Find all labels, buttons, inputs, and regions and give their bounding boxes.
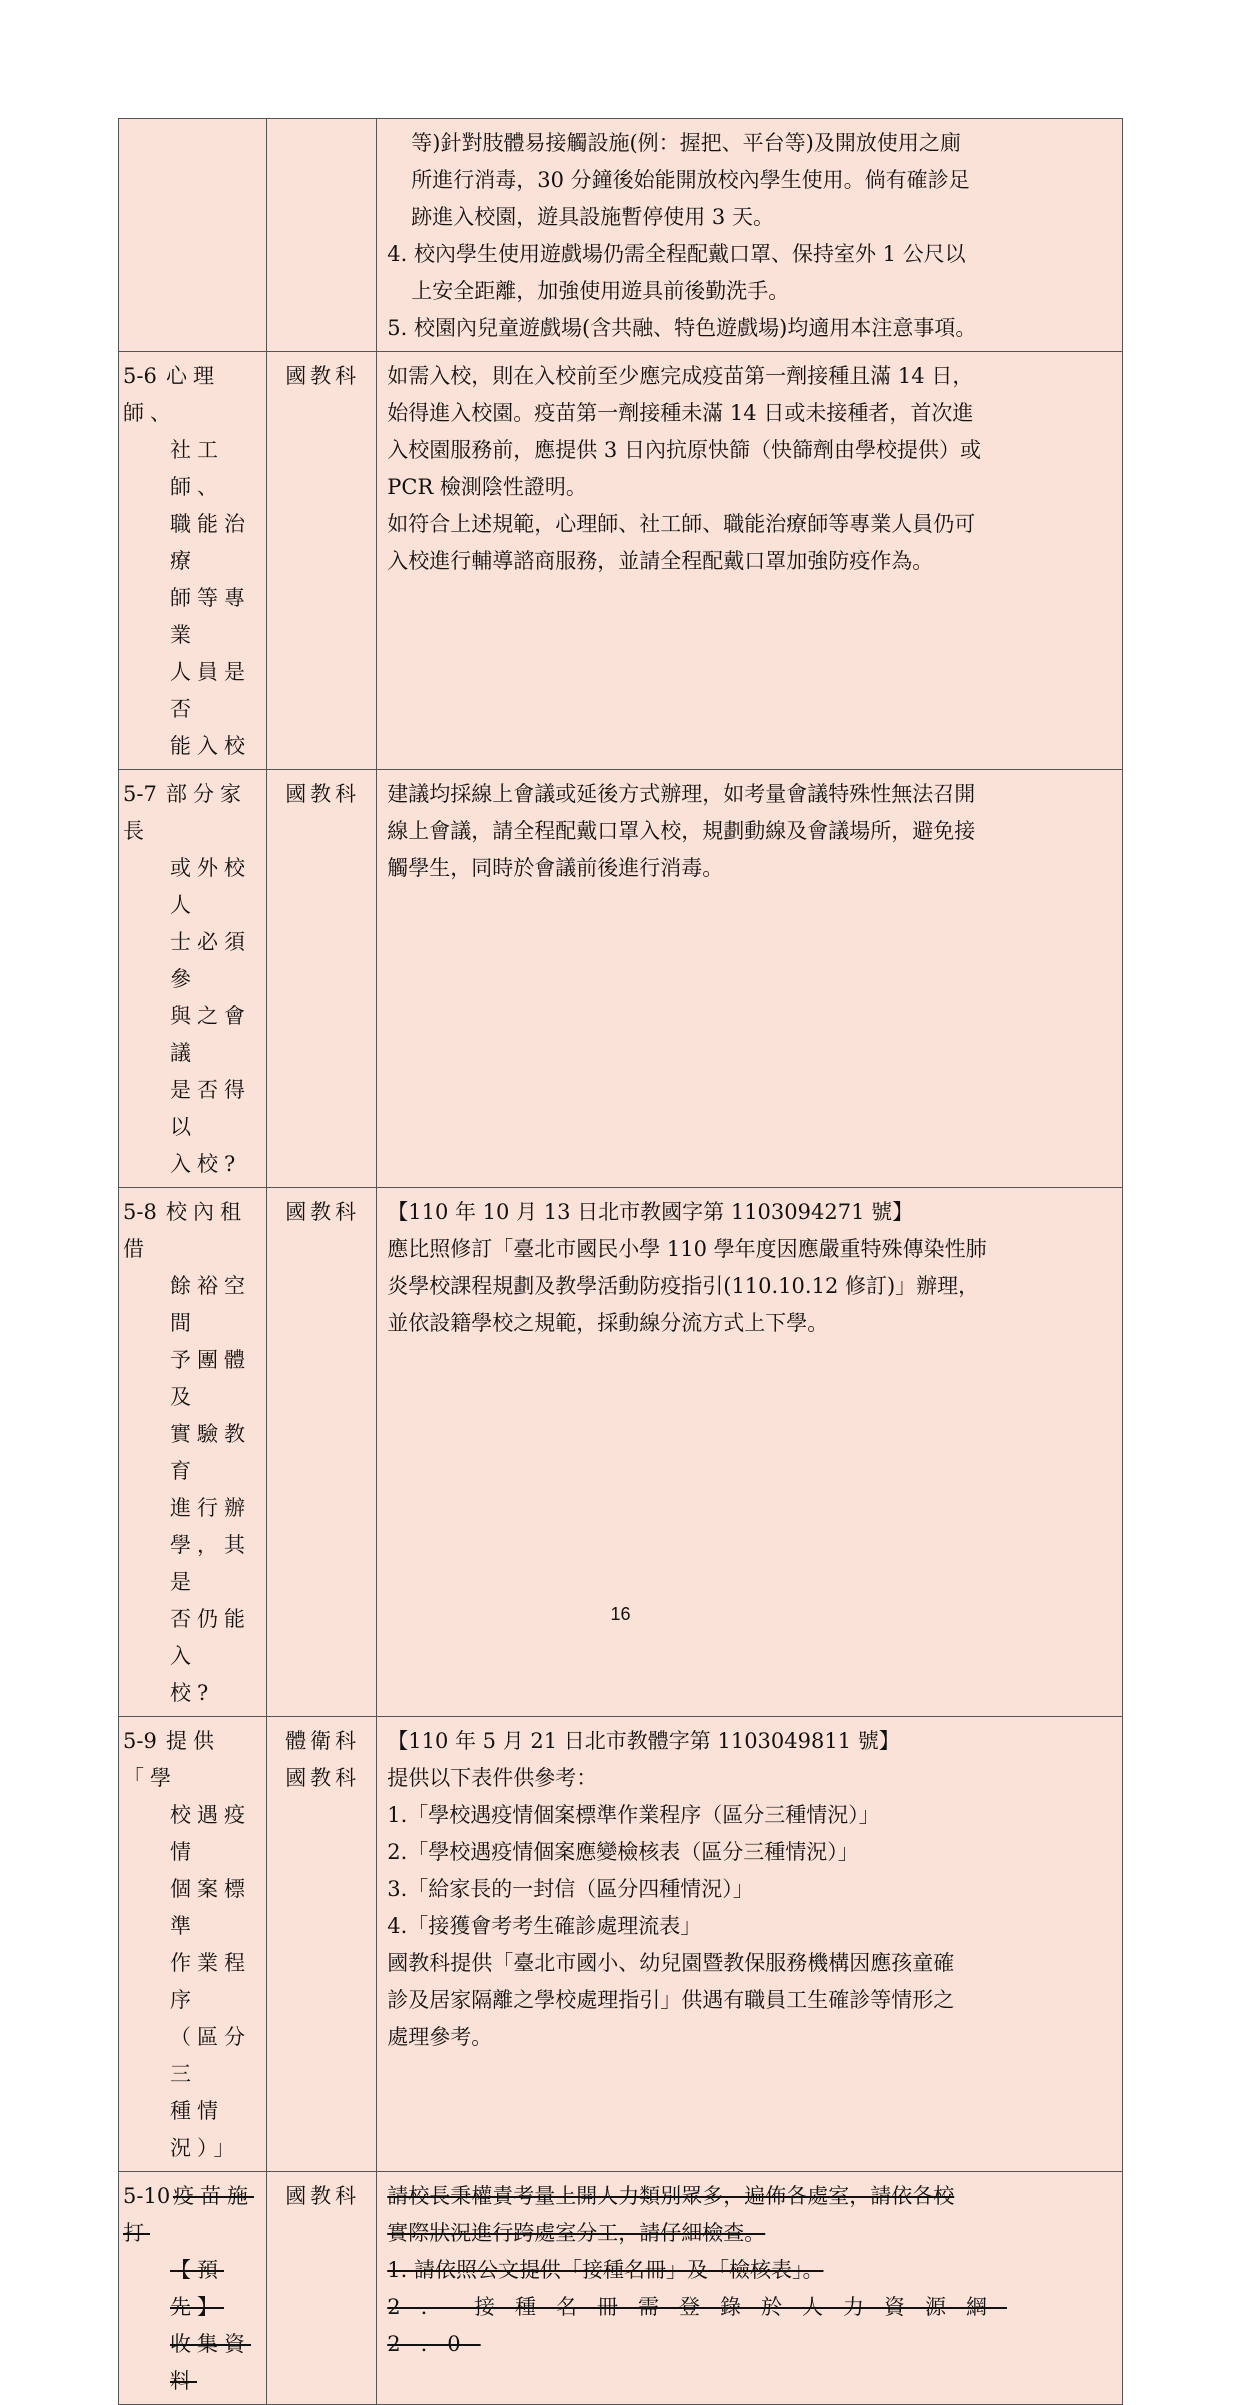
question-cell bbox=[119, 352, 267, 770]
answer-cell bbox=[377, 770, 1123, 1188]
question-text: 種情 bbox=[170, 2099, 224, 2123]
item-number: 5-7 bbox=[123, 782, 157, 806]
question-text: 士必須參 bbox=[170, 930, 251, 991]
question-line bbox=[123, 1871, 258, 1945]
question-text: 職能治療 bbox=[170, 512, 251, 573]
page-number: 16 bbox=[610, 1604, 631, 1624]
department-label: 國教科 bbox=[285, 782, 361, 806]
answer-line: 始得進入校園。疫苗第一劑接種未滿 14 日或未接種者，首次進 bbox=[387, 401, 974, 425]
answer-line: 【110 年 5 月 21 日北市教體字第 1103049811 號】 bbox=[387, 1729, 900, 1753]
answer-line: 3.「給家長的一封信（區分四種情況）」 bbox=[387, 1877, 754, 1901]
question-text: 入校? bbox=[170, 1152, 242, 1176]
table-row bbox=[119, 2172, 1123, 2405]
question-text: 校遇疫情 bbox=[170, 1803, 251, 1864]
answer-line: 請校長秉權責考量上開人力類別眾多，遍佈各處室，請依各校 bbox=[387, 2184, 955, 2208]
answer-line: 1.「學校遇疫情個案標準作業程序（區分三種情況）」 bbox=[387, 1803, 880, 1827]
department-label: 國教科 bbox=[285, 364, 361, 388]
question-line bbox=[123, 1797, 258, 1871]
question-line bbox=[123, 506, 258, 580]
answer-line: 入校進行輔導諮商服務，並請全程配戴口罩加強防疫作為。 bbox=[387, 549, 934, 573]
answer-line: 國教科提供「臺北市國小、幼兒園暨教保服務機構因應孩童確 bbox=[387, 1951, 955, 1975]
question-line bbox=[123, 924, 258, 998]
question-text: 或外校人 bbox=[170, 856, 251, 917]
question-cell bbox=[119, 119, 267, 352]
department-label: 體衛科 bbox=[285, 1729, 361, 1753]
question-text: 人員是否 bbox=[170, 660, 251, 721]
item-number: 5-8 bbox=[123, 1200, 157, 1224]
question-text: 是否得以 bbox=[170, 1078, 251, 1139]
question-line bbox=[123, 358, 258, 432]
question-line bbox=[123, 1416, 258, 1490]
question-line bbox=[123, 1675, 258, 1712]
answer-line: 【110 年 10 月 13 日北市教國字第 1103094271 號】 bbox=[387, 1200, 914, 1224]
answer-line: 等)針對肢體易接觸設施(例：握把、平台等)及開放使用之廁 bbox=[411, 131, 961, 155]
question-text: 作業程序 bbox=[170, 1951, 251, 2012]
question-line bbox=[123, 1342, 258, 1416]
question-text: 疫苗施打 bbox=[123, 2184, 254, 2245]
question-text: 予團體及 bbox=[170, 1348, 251, 1409]
question-line bbox=[123, 1268, 258, 1342]
question-cell bbox=[119, 770, 267, 1188]
department-label: 國教科 bbox=[285, 2184, 361, 2208]
question-text: 收集資料 bbox=[170, 2332, 251, 2393]
question-line bbox=[123, 776, 258, 850]
question-line bbox=[123, 2093, 258, 2130]
answer-line: 4. 校內學生使用遊戲場仍需全程配戴口罩、保持室外 1 公尺以 bbox=[387, 242, 966, 266]
department-cell bbox=[267, 119, 377, 352]
department-label: 國教科 bbox=[285, 1200, 361, 1224]
question-cell bbox=[119, 1717, 267, 2172]
question-text: 與之會議 bbox=[170, 1004, 251, 1065]
answer-line: 跡進入校園，遊具設施暫停使用 3 天。 bbox=[411, 205, 774, 229]
answer-line: 1. 請依照公文提供「接種名冊」及「檢核表」。 bbox=[387, 2258, 824, 2282]
question-line bbox=[123, 998, 258, 1072]
question-text: 校內租借 bbox=[123, 1200, 247, 1261]
answer-line: 實際狀況進行跨處室分工，請仔細檢查。 bbox=[387, 2221, 766, 2245]
answer-line: 觸學生，同時於會議前後進行消毒。 bbox=[387, 856, 724, 880]
question-line bbox=[123, 1194, 258, 1268]
table-body bbox=[119, 119, 1123, 2405]
table-row bbox=[119, 119, 1123, 352]
answer-line: 4.「接獲會考考生確診處理流表」 bbox=[387, 1914, 702, 1938]
department-cell bbox=[267, 1717, 377, 2172]
question-text: 進行辦 bbox=[170, 1496, 251, 1520]
question-text: 提供「學 bbox=[123, 1729, 220, 1790]
question-text: 心理師、 bbox=[123, 364, 220, 425]
question-line bbox=[123, 1527, 258, 1601]
question-text: 餘裕空間 bbox=[170, 1274, 251, 1335]
question-line bbox=[123, 850, 258, 924]
answer-cell bbox=[377, 1717, 1123, 2172]
question-line bbox=[123, 1723, 258, 1797]
answer-line: 如符合上述規範，心理師、社工師、職能治療師等專業人員仍可 bbox=[387, 512, 976, 536]
table-row bbox=[119, 1717, 1123, 2172]
question-text: 否仍能入 bbox=[170, 1607, 251, 1668]
question-text: （區分三 bbox=[170, 2025, 251, 2086]
table-row bbox=[119, 770, 1123, 1188]
question-text: 師等專業 bbox=[170, 586, 251, 647]
answer-line: 處理參考。 bbox=[387, 2025, 493, 2049]
question-text: 況）」 bbox=[170, 2136, 241, 2160]
department-cell bbox=[267, 1188, 377, 1717]
item-number: 5-10 bbox=[123, 2184, 171, 2208]
answer-line: 2. 接種名冊需登錄於人力資源網 2.0 bbox=[387, 2295, 1007, 2356]
item-number: 5-6 bbox=[123, 364, 157, 388]
question-line bbox=[123, 1945, 258, 2019]
answer-line: 如需入校，則在入校前至少應完成疫苗第一劑接種且滿 14 日， bbox=[387, 364, 974, 388]
question-text: 【預先】 bbox=[170, 2258, 224, 2319]
question-line bbox=[123, 1146, 258, 1183]
answer-line: 診及居家隔離之學校處理指引」供遇有職員工生確診等情形之 bbox=[387, 1988, 955, 2012]
answer-line: 5. 校園內兒童遊戲場(含共融、特色遊戲場)均適用本注意事項。 bbox=[387, 316, 977, 340]
question-text: 學，其是 bbox=[170, 1533, 251, 1594]
answer-line: 並依設籍學校之規範，採動線分流方式上下學。 bbox=[387, 1311, 829, 1335]
answer-line: 所進行消毒，30 分鐘後始能開放校內學生使用。倘有確診足 bbox=[411, 168, 970, 192]
question-line bbox=[123, 728, 258, 765]
department-cell bbox=[267, 352, 377, 770]
question-line bbox=[123, 1490, 258, 1527]
answer-cell bbox=[377, 119, 1123, 352]
question-line bbox=[123, 2326, 258, 2400]
question-line bbox=[123, 1072, 258, 1146]
question-cell bbox=[119, 2172, 267, 2405]
question-line bbox=[123, 432, 258, 506]
answer-line: 提供以下表件供參考： bbox=[387, 1766, 598, 1790]
question-text: 能入校 bbox=[170, 734, 251, 758]
answer-line: PCR 檢測陰性證明。 bbox=[387, 475, 587, 499]
question-text: 部分家長 bbox=[123, 782, 247, 843]
answer-line: 入校園服務前，應提供 3 日內抗原快篩（快篩劑由學校提供）或 bbox=[387, 438, 981, 462]
table-row bbox=[119, 1188, 1123, 1717]
question-line bbox=[123, 2178, 258, 2252]
question-line bbox=[123, 580, 258, 654]
answer-line: 線上會議，請全程配戴口罩入校，規劃動線及會議場所，避免接 bbox=[387, 819, 976, 843]
department-cell bbox=[267, 770, 377, 1188]
answer-line: 炎學校課程規劃及教學活動防疫指引(110.10.12 修訂)」辦理， bbox=[387, 1274, 980, 1298]
question-text: 校? bbox=[170, 1681, 215, 1705]
question-text: 社工師、 bbox=[170, 438, 224, 499]
question-text: 個案標準 bbox=[170, 1877, 251, 1938]
answer-line: 建議均採線上會議或延後方式辦理，如考量會議特殊性無法召開 bbox=[387, 782, 976, 806]
question-line bbox=[123, 2130, 258, 2167]
question-line bbox=[123, 654, 258, 728]
question-cell bbox=[119, 1188, 267, 1717]
question-line bbox=[123, 2019, 258, 2093]
answer-cell bbox=[377, 2172, 1123, 2405]
question-line bbox=[123, 2252, 258, 2326]
question-text: 實驗教育 bbox=[170, 1422, 251, 1483]
answer-cell bbox=[377, 1188, 1123, 1717]
answer-line: 2.「學校遇疫情個案應變檢核表（區分三種情況）」 bbox=[387, 1840, 859, 1864]
answer-cell bbox=[377, 352, 1123, 770]
item-number: 5-9 bbox=[123, 1729, 157, 1753]
department-label: 國教科 bbox=[285, 1766, 361, 1790]
answer-line: 上安全距離，加強使用遊具前後勤洗手。 bbox=[411, 279, 790, 303]
faq-table bbox=[118, 118, 1123, 2405]
table-row bbox=[119, 352, 1123, 770]
department-cell bbox=[267, 2172, 377, 2405]
answer-line: 應比照修訂「臺北市國民小學 110 學年度因應嚴重特殊傳染性肺 bbox=[387, 1237, 987, 1261]
